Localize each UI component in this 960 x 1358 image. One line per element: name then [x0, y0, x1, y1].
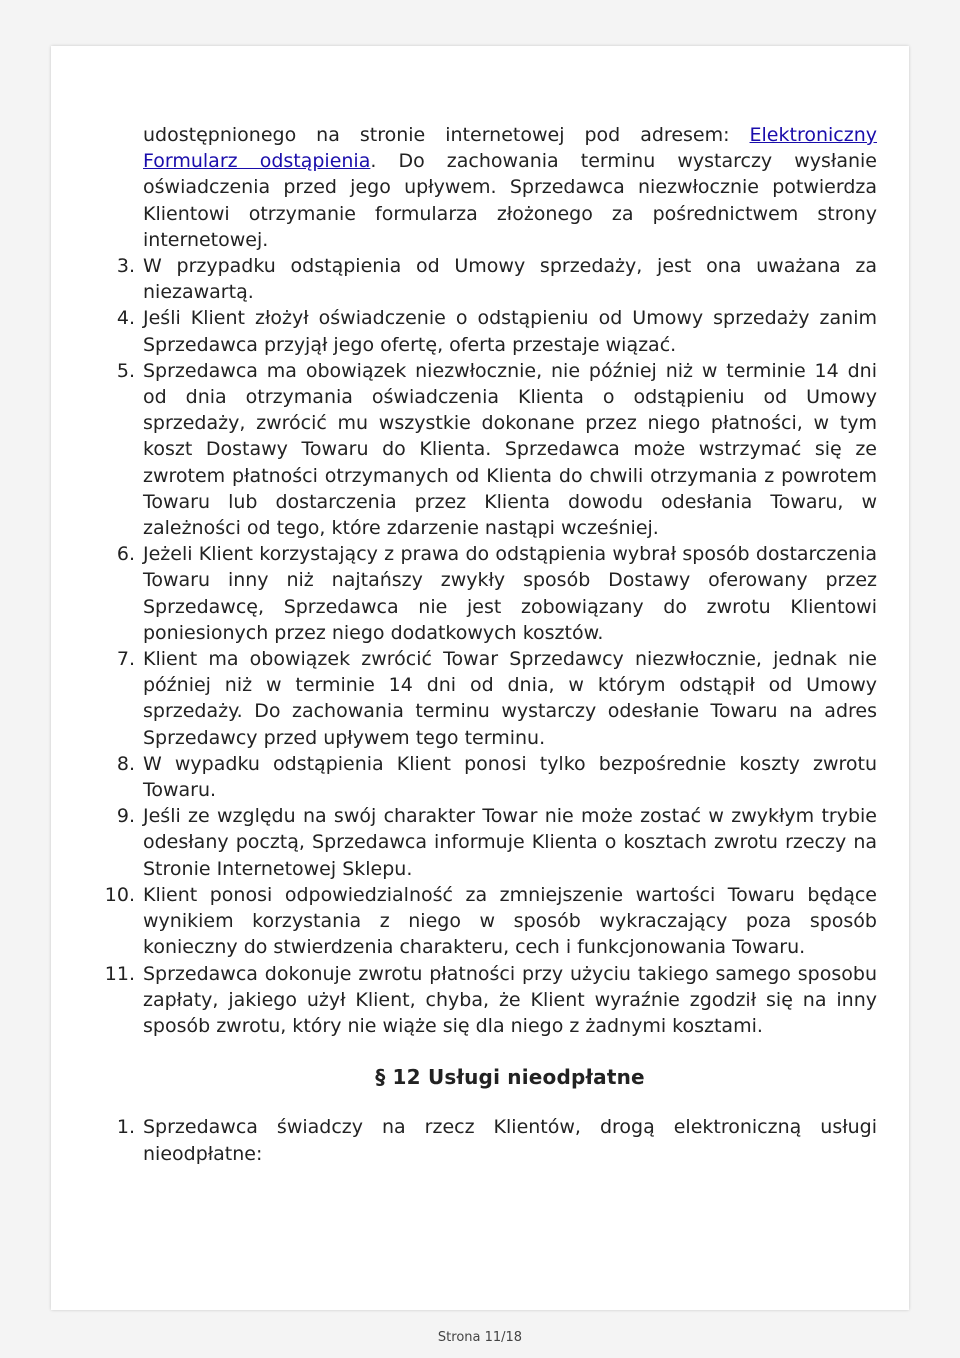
list-item — [104, 961, 877, 1040]
list-item-text: W przypadku odstąpienia od Umowy sprzedaży, jest ona uważana za niezawartą. — [143, 255, 877, 304]
list-item-number: 1. — [116, 1116, 135, 1139]
list-item-text: Sprzedawca ma obowiązek niezwłocznie, nie później niż w terminie 14 dni od dnia otrzymania oświadczenia Klienta o odstąpieniu od Umowy sprzedaży, zwrócić mu wszystkie dokonane przez niego płatności, w tym koszt Dostawy Towaru do Klienta. Sprzedawca może wstrzymać się ze zwrotem płatności otrzymanych od Klienta do chwili otrzymania z powrotem Towaru lub dostarczenia przez Klienta dowodu odesłania Towaru, w zależności od tego, które zdarzenie nastąpi wcześniej. — [143, 359, 877, 540]
intro-paragraph — [143, 122, 877, 253]
list-item-number: 4. — [116, 307, 135, 330]
list-item — [116, 751, 877, 803]
list-item-number: 10. — [104, 883, 135, 906]
list-item-text: Jeżeli Klient korzystający z prawa do odstąpienia wybrał sposób dostarczenia Towaru inny niż najtańszy zwykły sposób Dostawy oferowany przez Sprzedawcę, Sprzedawca nie jest zobowiązany do zwrotu Klientowi poniesionych przez niego dodatkowych kosztów. — [143, 543, 877, 644]
list-item — [116, 541, 877, 646]
list-item-text: W wypadku odstąpienia Klient ponosi tylko bezpośrednie koszty zwrotu Towaru. — [143, 752, 877, 802]
list-item-number: 5. — [116, 359, 135, 382]
section-heading: § 12 Usługi nieodpłatne — [375, 1065, 645, 1090]
document-page — [51, 46, 909, 1310]
list-item — [104, 882, 877, 961]
document-body — [104, 122, 877, 1167]
page-number: Strona 11/18 — [437, 1330, 523, 1345]
list-item-text: Sprzedawca dokonuje zwrotu płatności przy użyciu takiego samego sposobu zapłaty, jakiego użył Klient, chyba, że Klient wyraźnie zgodził się na inny sposób zwrotu, który nie wiąże się dla niego z żadnymi kosztami. — [143, 962, 877, 1037]
list-item-text: Klient ma obowiązek zwrócić Towar Sprzedawcy niezwłocznie, jednak nie później niż w terminie 14 dni od dnia, w którym odstąpił od Umowy sprzedaży. Do zachowania terminu wystarczy odesłanie Towaru na adres Sprzedawcy przed upływem tego terminu. — [143, 648, 877, 749]
list-item-number: 9. — [116, 805, 135, 828]
intro-text-before-link: udostępnionego na stronie internetowej pod adresem: — [143, 124, 750, 146]
list-item-number: 6. — [116, 543, 135, 566]
list-item-number: 3. — [116, 255, 135, 278]
withdrawal-form-link[interactable]: Elektroniczny Formularz odstąpienia — [143, 124, 877, 173]
list-item — [116, 646, 877, 751]
list-item — [116, 358, 877, 541]
list-item-number: 7. — [116, 648, 135, 671]
list-item-text: Jeśli ze względu na swój charakter Towar nie może zostać w zwykłym trybie odesłany pocztą, Sprzedawca informuje Klienta o kosztach zwrotu rzeczy na Stronie Internetowej Sklepu. — [143, 805, 877, 880]
list-item — [116, 803, 877, 882]
list-item — [116, 253, 877, 305]
list-item-text: Sprzedawca świadczy na rzecz Klientów, drogą elektroniczną usługi nieodpłatne: — [143, 1116, 877, 1165]
list-item-number: 11. — [104, 962, 135, 985]
list-item-number: 8. — [116, 752, 135, 775]
intro-text-after-link: . Do zachowania terminu wystarczy wysłanie oświadczenia przed jego upływem. Sprzedawca niezwłocznie potwierdza Klientowi otrzymanie formularza złożonego za pośrednictwem strony internetowej. — [143, 150, 877, 251]
list-item-text: Jeśli Klient złożył oświadczenie o odstąpieniu od Umowy sprzedaży zanim Sprzedawca przyjął jego ofertę, oferta przestaje wiązać. — [143, 307, 877, 356]
list-item — [116, 1114, 877, 1166]
list-item — [116, 305, 877, 357]
list-item-text: Klient ponosi odpowiedzialność za zmniejszenie wartości Towaru będące wynikiem korzystania z niego w sposób wykraczający poza sposób konieczny do stwierdzenia charakteru, cech i funkcjonowania Towaru. — [143, 883, 877, 959]
